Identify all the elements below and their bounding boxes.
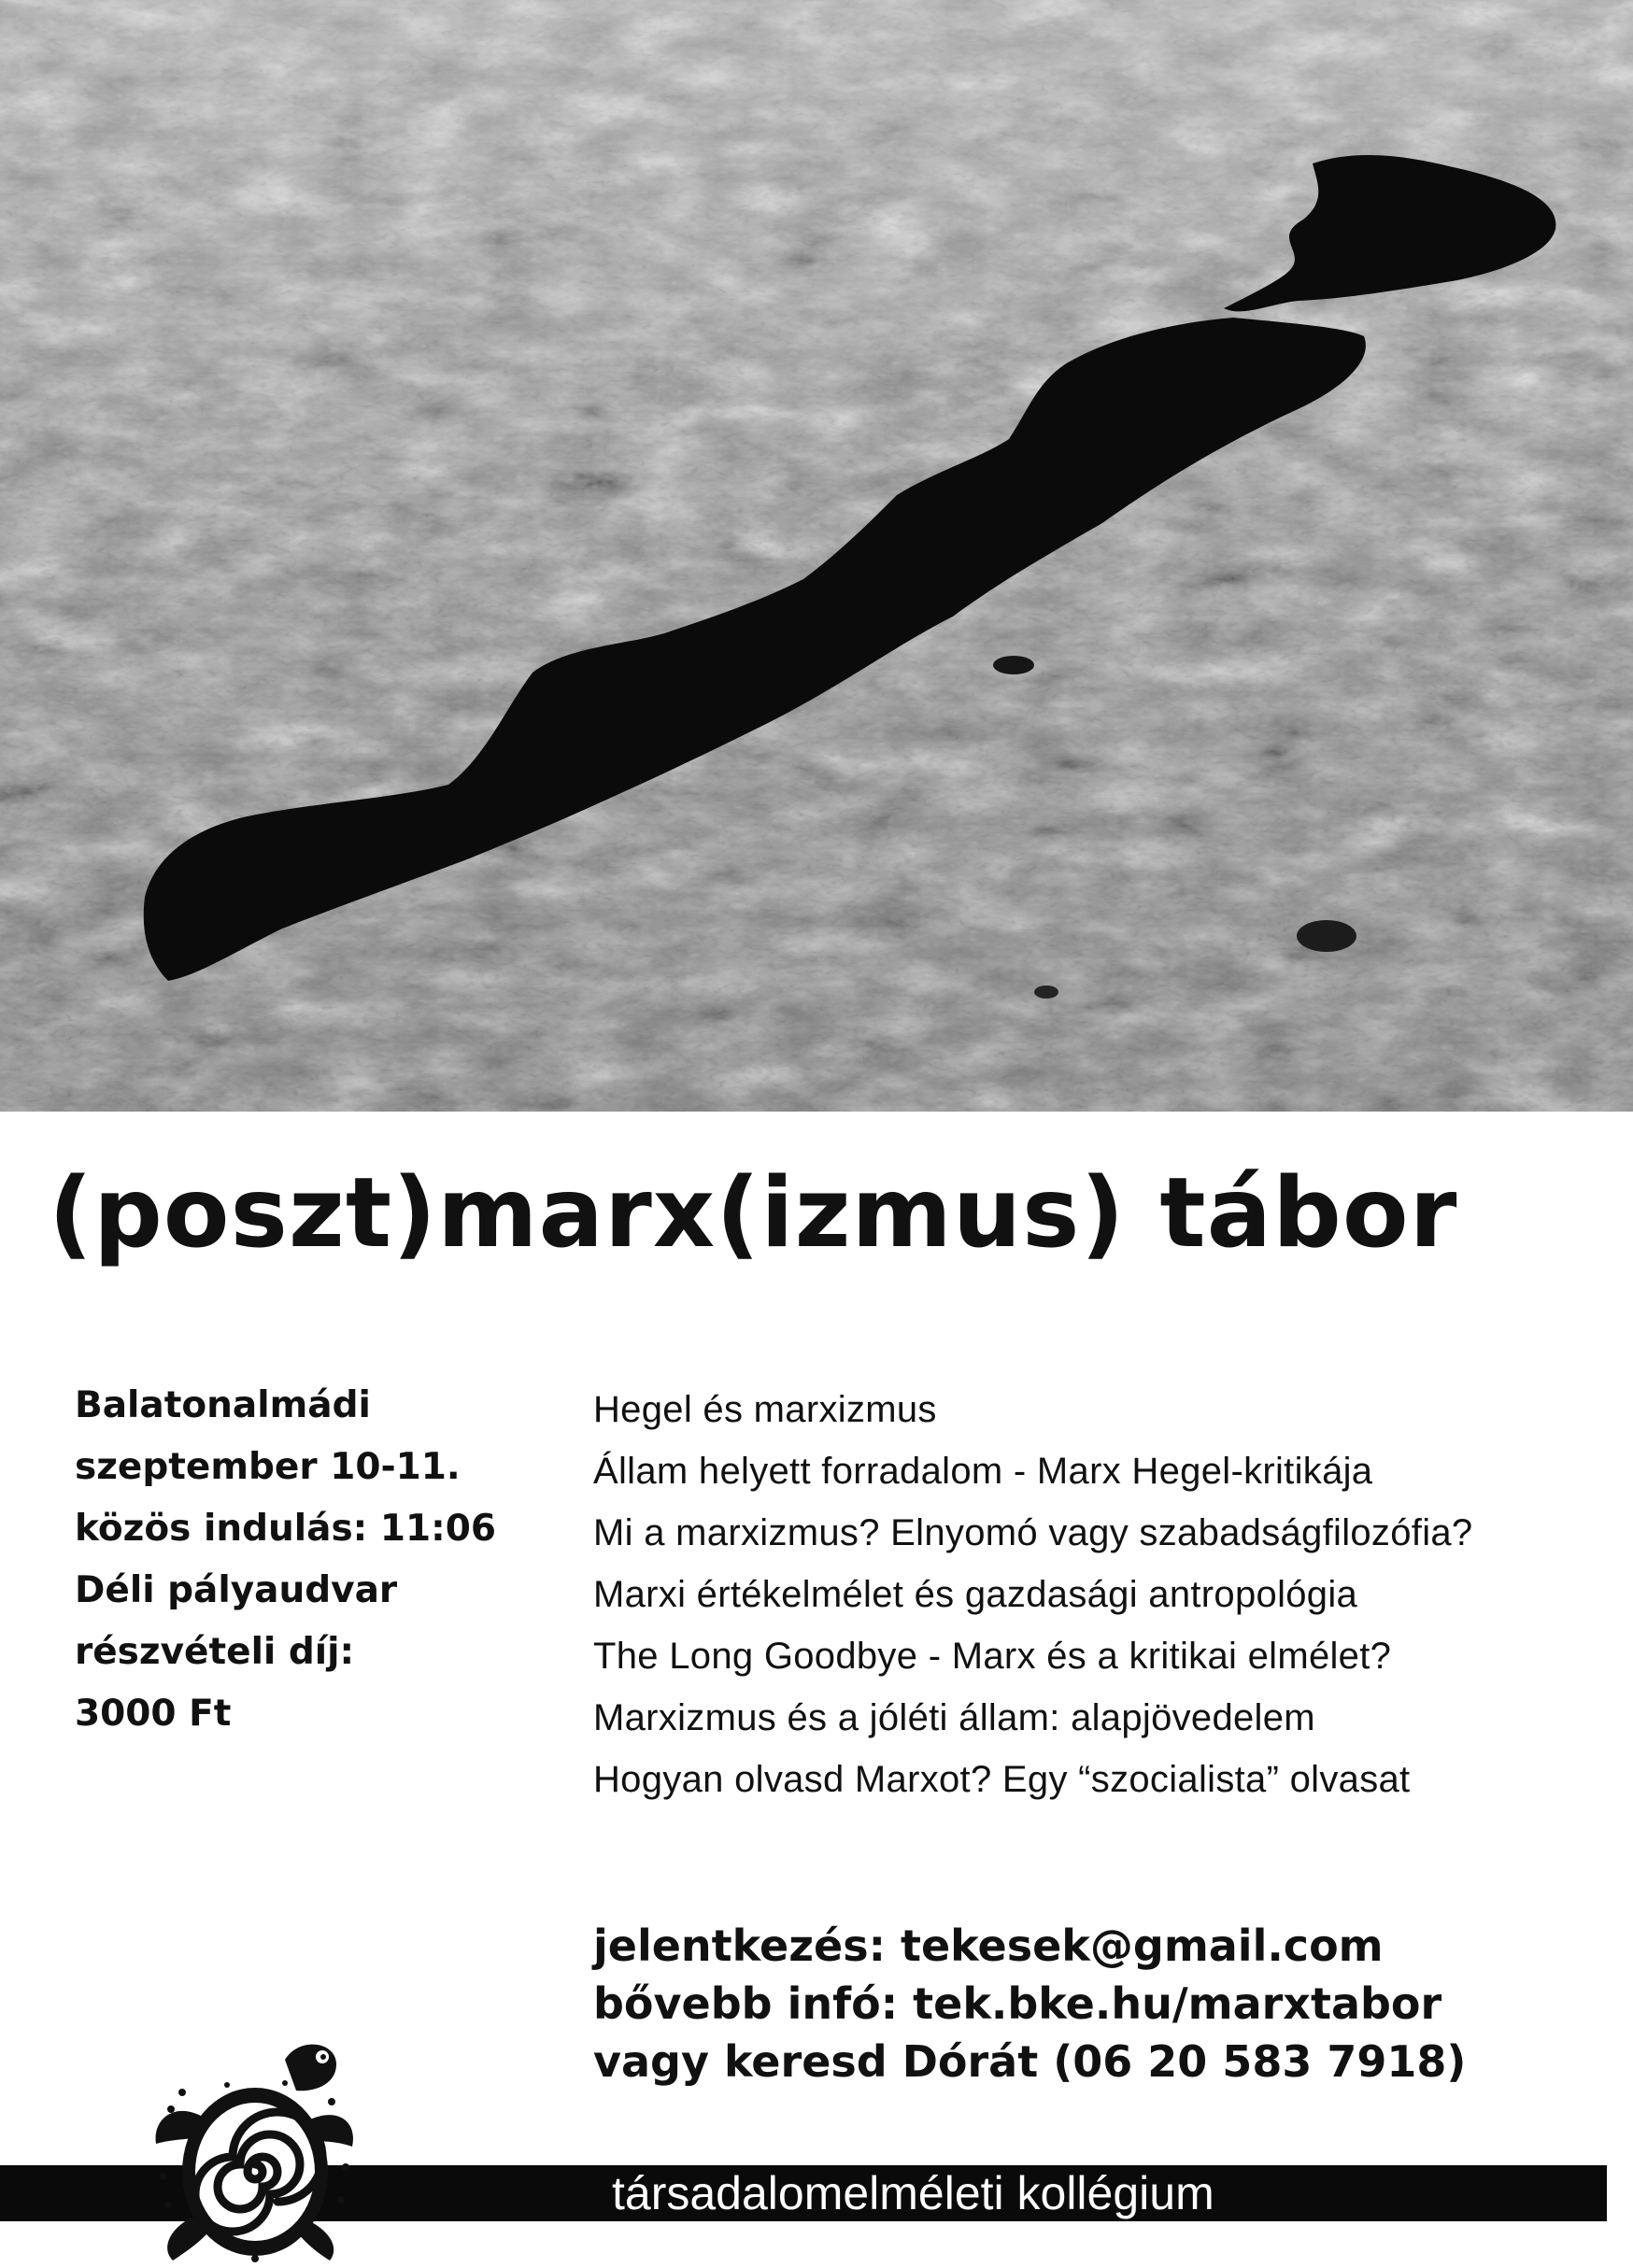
detail-departure-station: Déli pályaudvar: [75, 1569, 398, 1611]
detail-fee-label: részvételi díj:: [75, 1631, 355, 1673]
topic-item: Mi a marxizmus? Elnyomó vagy szabadságfilozófia?: [593, 1512, 1473, 1553]
turtle-spiral-icon: [145, 2027, 360, 2265]
topic-item: Hogyan olvasd Marxot? Egy “szocialista” olvasat: [593, 1759, 1411, 1800]
contact-registration-email: jelentkezés: tekesek@gmail.com: [593, 1921, 1384, 1971]
detail-location: Balatonalmádi: [75, 1384, 371, 1426]
topic-list: [593, 1379, 1472, 1810]
event-details: [75, 1375, 496, 1745]
topic-item: Marxizmus és a jóléti állam: alapjövedelem: [593, 1697, 1315, 1738]
organization-name: társadalomelméleti kollégium: [612, 2167, 1214, 2219]
topic-item: Marxi értékelmélet és gazdasági antropológia: [593, 1574, 1358, 1615]
aerial-photo-lake-balaton: [0, 0, 1633, 1112]
detail-departure-time: közös indulás: 11:06: [75, 1508, 496, 1550]
contact-info: [593, 1917, 1466, 2091]
contact-phone: vagy keresd Dórát (06 20 583 7918): [593, 2036, 1467, 2087]
contact-more-info-url: bővebb infó: tek.bke.hu/marxtabor: [593, 1978, 1442, 2029]
topic-item: Állam helyett forradalom - Marx Hegel-kritikája: [593, 1451, 1373, 1492]
poster-title: (poszt)marx(izmus) tábor: [49, 1157, 1458, 1269]
detail-fee-amount: 3000 Ft: [75, 1693, 232, 1735]
detail-date: szeptember 10-11.: [75, 1446, 461, 1488]
topic-item: Hegel és marxizmus: [593, 1389, 937, 1430]
topic-item: The Long Goodbye - Marx és a kritikai elmélet?: [593, 1636, 1392, 1677]
